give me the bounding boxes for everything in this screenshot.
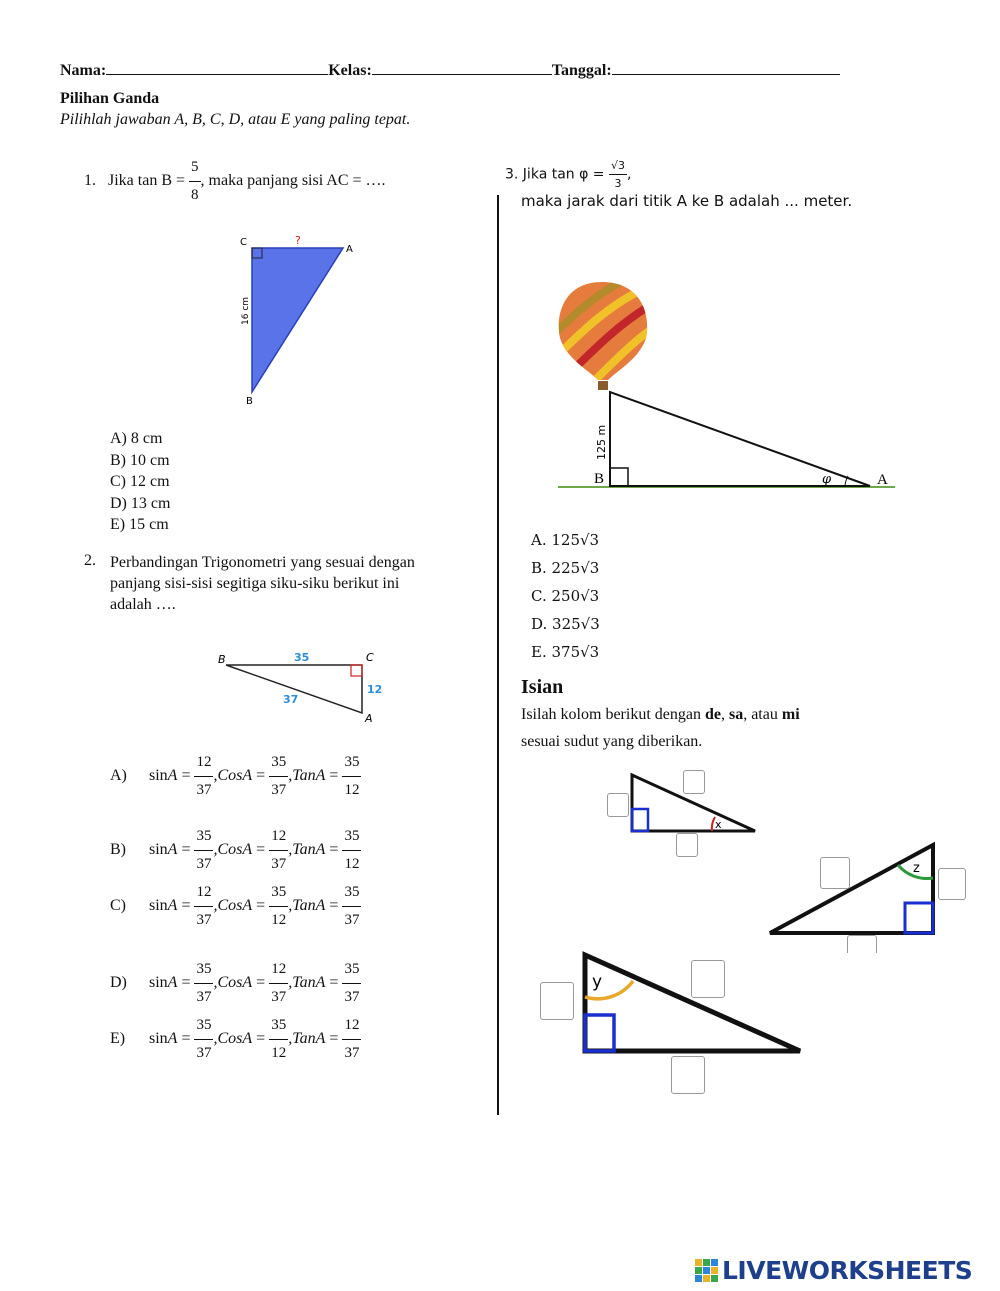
eq: = — [325, 1030, 339, 1048]
q2-side-hyp: 37 — [283, 693, 299, 706]
isian-text: Isilah kolom berikut dengan — [521, 706, 705, 723]
q3-fraction — [609, 160, 627, 189]
q2-option-d[interactable] — [110, 962, 361, 1005]
var-a: A — [242, 1030, 253, 1048]
n: 35 — [342, 755, 361, 777]
tanggal-blank[interactable] — [612, 60, 840, 75]
q2-label-a: A — [365, 712, 373, 725]
n: 35 — [269, 1018, 288, 1040]
n: 35 — [342, 962, 361, 984]
n: 35 — [342, 885, 361, 907]
q2-label-b: B — [218, 653, 226, 666]
q3-option-e-clip — [531, 643, 651, 657]
n: 35 — [342, 829, 361, 851]
q1-option-e[interactable]: E) 15 cm — [110, 516, 169, 533]
isian-triangle-y — [560, 945, 810, 1060]
sin-text: sin — [149, 1030, 168, 1048]
var-a: A — [167, 841, 178, 859]
q2-option-label: B) — [110, 841, 126, 859]
cos-text: ,Cos — [213, 897, 243, 915]
q1-option-a[interactable]: A) 8 cm — [110, 430, 163, 447]
n: 12 — [194, 885, 213, 907]
eq: = — [177, 974, 191, 992]
q2-triangle-figure — [210, 645, 390, 730]
cos-text: ,Cos — [213, 767, 243, 785]
eq: = — [252, 974, 266, 992]
q2-option-b[interactable] — [110, 829, 361, 872]
frac — [269, 1018, 288, 1061]
frac — [194, 1018, 213, 1061]
n: 12 — [194, 755, 213, 777]
answer-box-y-left[interactable] — [540, 982, 574, 1020]
q2-side-top: 35 — [294, 651, 310, 664]
tan-text: ,Tan — [288, 1030, 316, 1048]
q2-option-label: A) — [110, 767, 127, 785]
eq: = — [177, 1030, 191, 1048]
q3-balloon-figure — [550, 278, 900, 498]
q2-option-label: D) — [110, 974, 127, 992]
frac — [269, 962, 288, 1005]
var-a: A — [242, 974, 253, 992]
sin-text: sin — [149, 841, 168, 859]
d: 37 — [344, 989, 360, 1005]
column-divider — [497, 195, 499, 1115]
frac — [194, 829, 213, 872]
q2-option-c[interactable] — [110, 885, 361, 928]
d: 37 — [344, 1045, 360, 1061]
frac — [342, 755, 361, 798]
d: 37 — [344, 912, 360, 928]
q2-side-right: 12 — [367, 683, 383, 696]
d: 12 — [344, 782, 360, 798]
eq: = — [325, 841, 339, 859]
q3-text — [505, 160, 631, 189]
d: 12 — [344, 856, 360, 872]
d: 37 — [196, 989, 212, 1005]
triangle-z-shape — [770, 845, 933, 933]
eq: = — [325, 974, 339, 992]
q3-text-pre: 3. Jika tan φ = — [505, 166, 605, 183]
tan-text: ,Tan — [288, 841, 316, 859]
q1-label-a: A — [346, 244, 353, 255]
frac — [342, 885, 361, 928]
frac — [269, 829, 288, 872]
d: 37 — [271, 989, 287, 1005]
q3-right-angle — [610, 468, 628, 486]
n: 12 — [269, 962, 288, 984]
q3-option-a[interactable]: A. 125√3 — [531, 531, 600, 549]
q1-unknown-mark: ? — [295, 234, 301, 247]
n: 35 — [194, 829, 213, 851]
q3-option-c[interactable]: C. 250√3 — [531, 587, 600, 605]
nama-label: Nama: — [60, 62, 107, 79]
tan-text: ,Tan — [288, 974, 316, 992]
q1-triangle-figure — [230, 230, 360, 410]
eq: = — [325, 897, 339, 915]
answer-box-x-left[interactable] — [607, 793, 629, 817]
answer-box-z-right[interactable] — [938, 868, 966, 900]
q2-label-c: C — [366, 651, 374, 664]
q3-frac-den: 3 — [614, 177, 622, 190]
brand-logo — [695, 1256, 972, 1285]
q1-triangle — [252, 248, 343, 392]
kelas-blank[interactable] — [372, 60, 552, 75]
var-a: A — [167, 1030, 178, 1048]
q3-angle-label: φ — [822, 472, 832, 487]
brand-name: LIVEWORKSHEETS — [722, 1256, 973, 1285]
q3-option-d[interactable]: D. 325√3 — [531, 615, 600, 633]
q3-option-e[interactable]: E. 375√3 — [531, 643, 600, 657]
cos-text: ,Cos — [213, 974, 243, 992]
q2-option-e[interactable] — [110, 1018, 361, 1061]
frac — [342, 829, 361, 872]
q2-number: 2. — [84, 552, 96, 569]
var-a: A — [315, 767, 326, 785]
eq: = — [325, 767, 339, 785]
d: 12 — [271, 912, 287, 928]
q2-option-label: C) — [110, 897, 126, 915]
q3-height-label: 125 m — [595, 424, 608, 460]
n: 35 — [269, 885, 288, 907]
q2-right-angle — [351, 665, 362, 676]
eq: = — [252, 841, 266, 859]
var-a: A — [242, 767, 253, 785]
frac — [194, 885, 213, 928]
q3-label-b: B — [594, 471, 605, 487]
sin-text: sin — [149, 974, 168, 992]
frac — [342, 1018, 361, 1061]
angle-x-label: x — [715, 818, 722, 831]
q1-text-pre: Jika tan B = — [108, 172, 186, 190]
answer-box-x-hyp[interactable] — [683, 770, 705, 794]
isian-sep: , atau — [743, 706, 782, 723]
section-title: Pilihan Ganda — [60, 90, 160, 107]
eq: = — [252, 767, 266, 785]
q1-option-d[interactable]: D) 13 cm — [110, 494, 171, 512]
q3-option-b[interactable]: B. 225√3 — [531, 559, 600, 577]
answer-box-z-bottom-clip — [845, 935, 879, 953]
answer-box-y-hyp[interactable] — [691, 960, 725, 998]
var-a: A — [315, 841, 326, 859]
d: 37 — [196, 1045, 212, 1061]
q3-frac-num: √3 — [609, 160, 627, 175]
d: 37 — [196, 856, 212, 872]
frac — [269, 885, 288, 928]
q2-text-line: panjang sisi-sisi segitiga siku-siku berikut ini — [110, 575, 400, 592]
answer-box-z-hyp[interactable] — [820, 857, 850, 889]
eq: = — [177, 841, 191, 859]
eq: = — [252, 1030, 266, 1048]
header-line — [60, 60, 840, 80]
q3-text-post: , — [627, 166, 632, 183]
q3-label-a: A — [877, 472, 888, 488]
q1-option-b[interactable]: B) 10 cm — [110, 451, 170, 469]
eq: = — [252, 897, 266, 915]
n: 35 — [269, 755, 288, 777]
answer-box-z-bottom[interactable] — [847, 935, 877, 953]
q1-frac-den: 8 — [191, 187, 199, 203]
isian-sep: , — [720, 706, 729, 723]
n: 12 — [269, 829, 288, 851]
q2-option-a[interactable] — [110, 755, 361, 798]
section-instruction: Pilihlah jawaban A, B, C, D, atau E yang paling tepat. — [60, 111, 411, 128]
angle-y-label: y — [592, 972, 603, 992]
cos-text: ,Cos — [213, 841, 243, 859]
var-a: A — [242, 897, 253, 915]
q1-frac-num: 5 — [189, 160, 201, 182]
frac — [194, 755, 213, 798]
var-a: A — [242, 841, 253, 859]
q2-text-line: Perbandingan Trigonometri yang sesuai dengan — [110, 554, 415, 571]
d: 37 — [196, 782, 212, 798]
q2-text — [110, 552, 415, 615]
q1-label-b: B — [246, 396, 253, 407]
triangle-y-right-angle — [585, 1015, 614, 1051]
q1-options — [110, 428, 170, 536]
liveworksheets-logo-icon — [695, 1259, 719, 1283]
frac — [269, 755, 288, 798]
eq: = — [177, 767, 191, 785]
isian-line1 — [521, 706, 800, 724]
frac — [194, 962, 213, 1005]
nama-blank[interactable] — [106, 60, 328, 75]
q1-fraction — [189, 160, 201, 203]
q3-line2: maka jarak dari titik A ke B adalah ... meter. — [521, 192, 853, 210]
angle-z-label: z — [913, 861, 920, 876]
answer-box-x-bottom[interactable] — [676, 833, 698, 857]
isian-line2: sesuai sudut yang diberikan. — [521, 733, 703, 750]
tan-text: ,Tan — [288, 897, 316, 915]
q1-number: 1. — [84, 172, 96, 190]
cos-text: ,Cos — [213, 1030, 243, 1048]
triangle-z-right-angle — [905, 903, 933, 933]
q1-option-c[interactable]: C) 12 cm — [110, 473, 170, 490]
isian-sa: sa — [728, 706, 744, 723]
isian-title: Isian — [521, 676, 564, 698]
sin-text: sin — [149, 897, 168, 915]
d: 37 — [196, 912, 212, 928]
d: 12 — [271, 1045, 287, 1061]
triangle-x-right-angle — [632, 809, 648, 831]
sin-text: sin — [149, 767, 168, 785]
tan-text: ,Tan — [288, 767, 316, 785]
balloon-icon — [550, 278, 665, 390]
tanggal-label: Tanggal: — [551, 62, 612, 79]
eq: = — [177, 897, 191, 915]
q1-side-label: 16 cm — [241, 296, 251, 325]
var-a: A — [315, 1030, 326, 1048]
q1-text-post: , maka panjang sisi AC = …. — [200, 172, 386, 190]
isian-de: de — [704, 706, 721, 723]
q2-option-label: E) — [110, 1030, 126, 1048]
var-a: A — [315, 897, 326, 915]
d: 37 — [271, 856, 287, 872]
answer-box-y-bottom[interactable] — [671, 1056, 705, 1094]
isian-mi: mi — [781, 706, 800, 723]
kelas-label: Kelas: — [328, 62, 372, 79]
n: 35 — [194, 1018, 213, 1040]
q2-text-line: adalah …. — [110, 596, 176, 613]
q1-label-c: C — [240, 237, 247, 248]
d: 37 — [271, 782, 287, 798]
n: 12 — [342, 1018, 361, 1040]
var-a: A — [167, 897, 178, 915]
var-a: A — [315, 974, 326, 992]
q1-text — [84, 160, 386, 203]
var-a: A — [167, 974, 178, 992]
var-a: A — [167, 767, 178, 785]
frac — [342, 962, 361, 1005]
n: 35 — [194, 962, 213, 984]
